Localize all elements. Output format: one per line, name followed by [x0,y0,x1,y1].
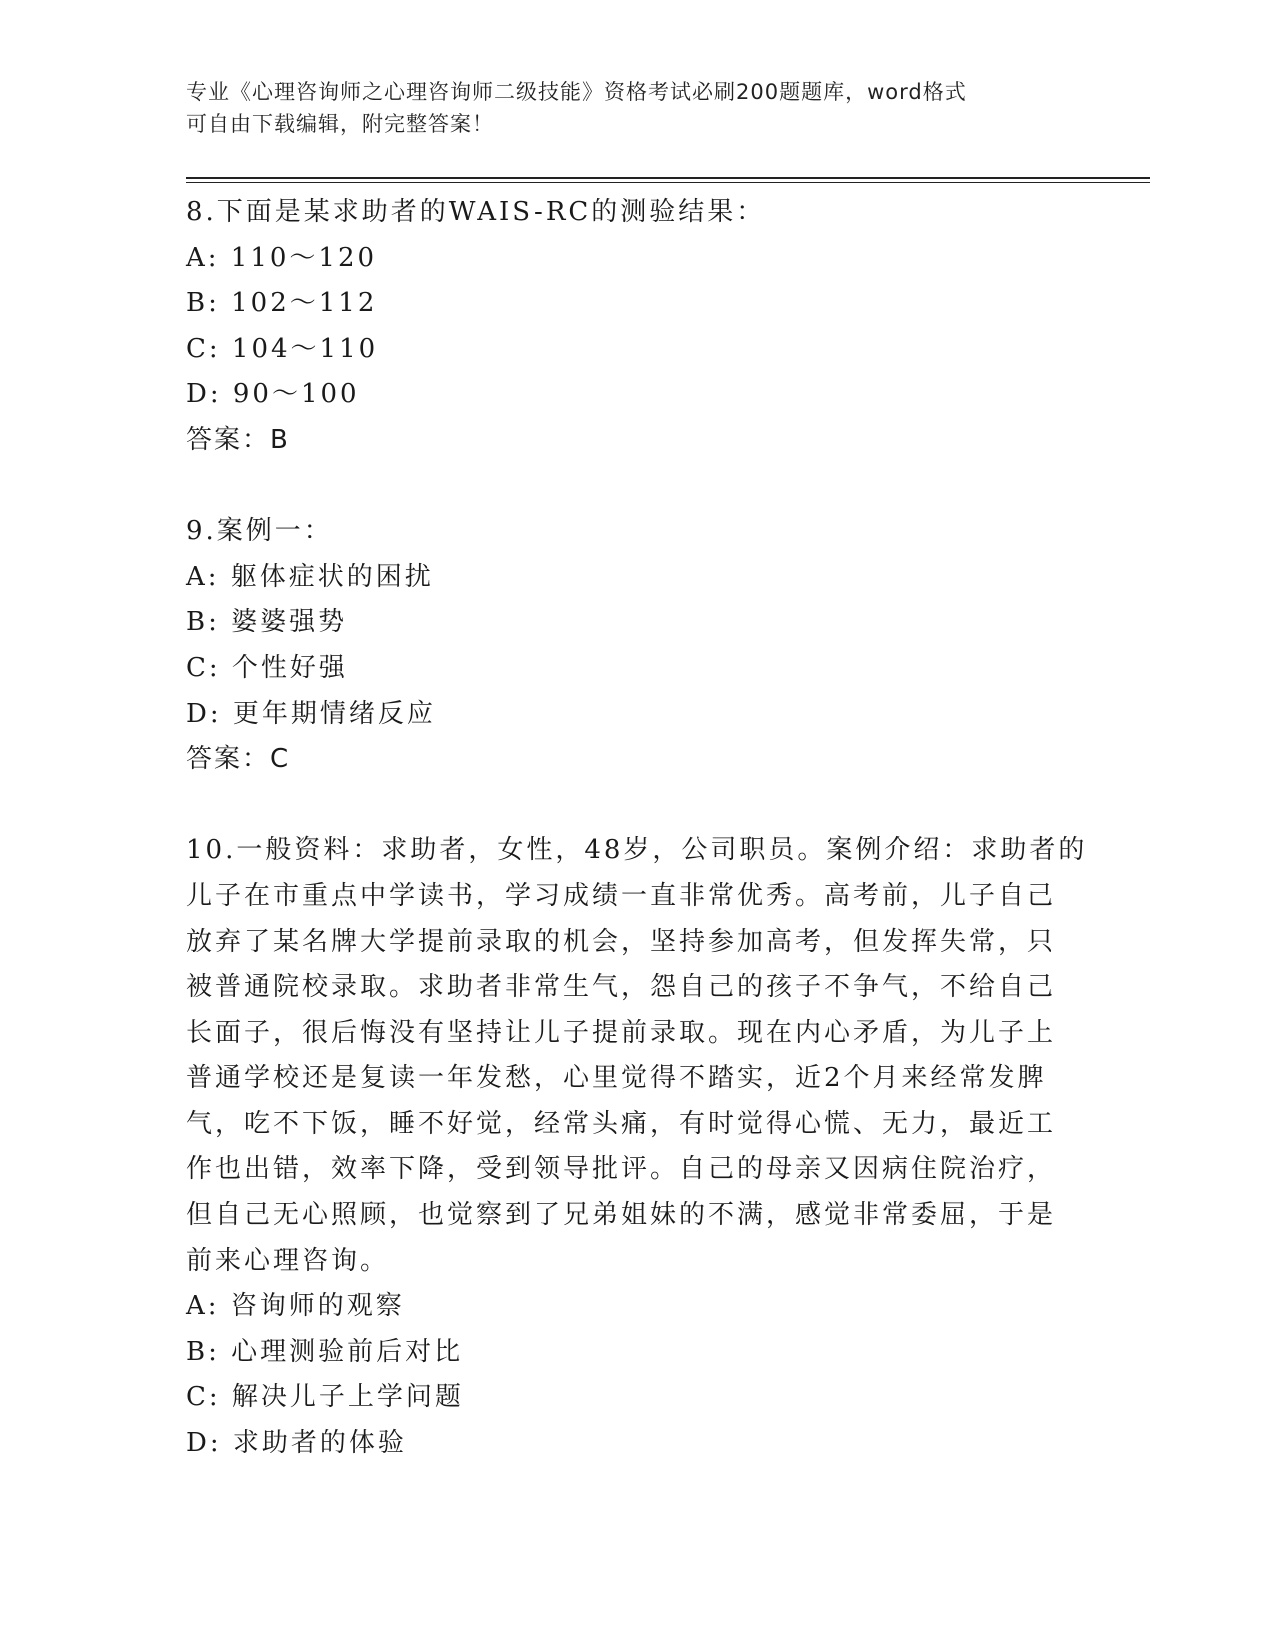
stem-line: 儿子在市重点中学读书，学习成绩一直非常优秀。高考前，儿子自己 [186,880,1057,911]
stem-line: 长面子，很后悔没有坚持让儿子提前录取。现在内心矛盾，为儿子上 [186,1017,1057,1048]
stem-line: 前来心理咨询。 [186,1245,390,1276]
stem-line: 被普通院校录取。求助者非常生气，怨自己的孩子不争气，不给自己 [186,972,1057,1003]
header-line-2: 可自由下载编辑，附完整答案！ [186,112,494,136]
option-c: C: 104～110 [186,333,379,364]
header-line-1: 专业《心理咨询师之心理咨询师二级技能》资格考试必刷200题题库，word格式 [186,80,967,104]
option-b: B: 心理测验前后对比 [186,1336,464,1367]
question-stem: 9.案例一： [186,516,333,547]
answer-label: 答案：C [186,744,291,775]
option-a: A: 110～120 [186,242,378,273]
stem-line: 但自己无心照顾，也觉察到了兄弟姐妹的不满，感觉非常委屈，于是 [186,1200,1057,1231]
option-c: C: 解决儿子上学问题 [186,1382,464,1413]
header-divider-thin [186,182,1150,183]
question-9 [186,509,1086,783]
option-b: B: 102～112 [186,288,378,319]
option-d: D: 90～100 [186,379,360,410]
question-list [186,190,1086,1467]
spacer [186,464,1086,510]
option-a: A: 躯体症状的困扰 [186,561,434,592]
option-d: D: 更年期情绪反应 [186,698,436,729]
option-b: B: 婆婆强势 [186,607,348,638]
question-stem: 8.下面是某求助者的WAIS-RC的测验结果： [186,197,766,227]
stem-line: 普通学校还是复读一年发愁，心里觉得不踏实，近2个月来经常发脾 [186,1063,1047,1094]
question-10 [186,828,1086,1466]
document-header [186,76,1066,140]
option-d: D: 求助者的体验 [186,1428,407,1459]
answer-label: 答案：B [186,424,290,455]
stem-line: 气，吃不下饭，睡不好觉，经常头痛，有时觉得心慌、无力，最近工 [186,1108,1057,1139]
option-c: C: 个性好强 [186,652,348,683]
spacer [186,783,1086,829]
header-divider-thick [186,177,1150,179]
question-stem [186,828,1086,1284]
stem-line: 作也出错，效率下降，受到领导批评。自己的母亲又因病住院治疗， [186,1154,1057,1185]
stem-line: 10.一般资料：求助者，女性，48岁，公司职员。案例介绍：求助者的 [186,835,1088,866]
question-8 [186,190,1086,464]
option-a: A: 咨询师的观察 [186,1291,405,1322]
stem-line: 放弃了某名牌大学提前录取的机会，坚持参加高考，但发挥失常，只 [186,926,1057,957]
